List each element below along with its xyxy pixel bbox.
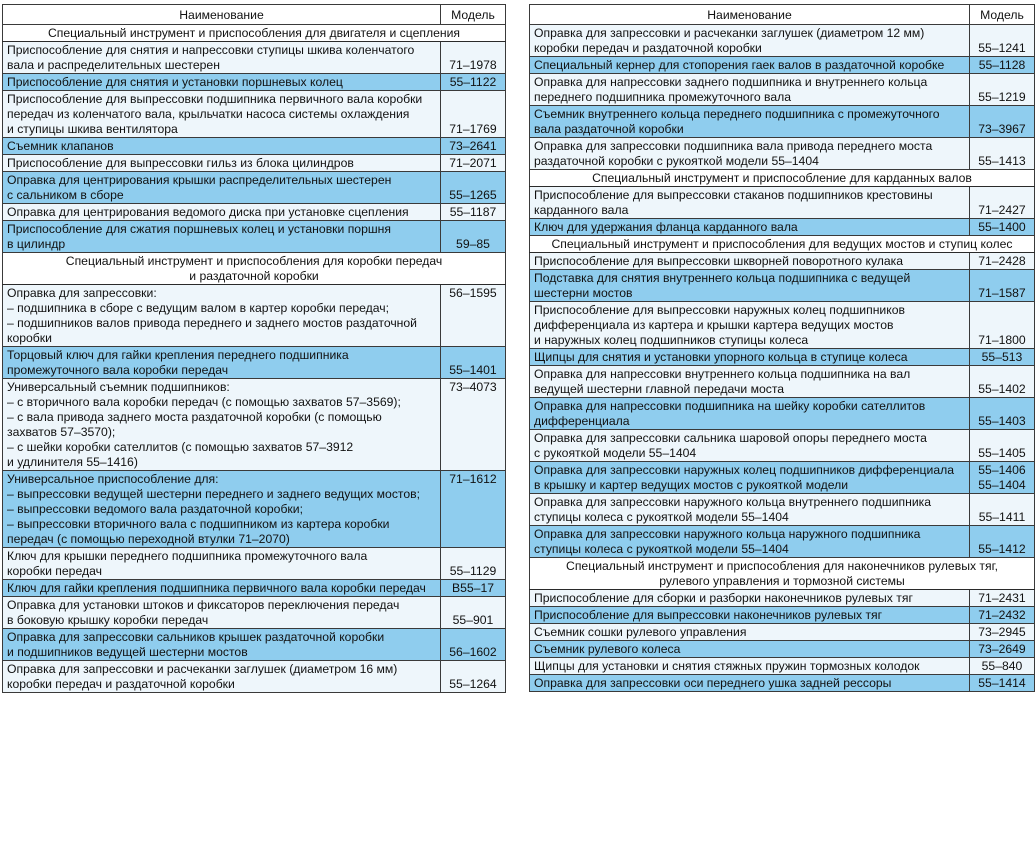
tool-name-line: ступицы колеса с рукояткой модели 55–1404: [534, 542, 789, 556]
table-row: [530, 302, 1035, 349]
tool-model-value: 71–1587: [978, 286, 1026, 300]
tool-name-line: и подшипников ведущей шестерни мостов: [7, 645, 248, 659]
tool-model: [441, 285, 506, 347]
tool-model: [441, 204, 506, 221]
tool-model-value: 55–1402: [978, 382, 1026, 396]
tool-name-line: Оправка для напрессовки заднего подшипника и внутреннего кольца: [534, 75, 928, 89]
tool-model: [970, 57, 1035, 74]
header-row: [530, 5, 1035, 25]
section-title-line: и раздаточной коробки: [189, 269, 319, 283]
tool-name-line: Приспособление для выпрессовки шкворней поворотного кулака: [534, 254, 904, 268]
table-row: [3, 74, 506, 91]
tool-name: [530, 641, 970, 658]
tools-table-left: [2, 4, 506, 693]
table-row: [530, 187, 1035, 219]
table-row: [3, 580, 506, 597]
section-row: [530, 558, 1035, 590]
tool-name-line: Съемник внутреннего кольца переднего подшипника с промежуточного: [534, 107, 940, 121]
table-row: [3, 138, 506, 155]
tool-model-value: 55–1187: [449, 205, 497, 219]
table-row: [530, 219, 1035, 236]
tool-model-value: 55–1219: [978, 90, 1026, 104]
tool-name-line: Приспособление для снятия и установки поршневых колец: [7, 75, 343, 89]
tool-name-line: Ключ для крышки переднего подшипника промежуточного вала: [7, 549, 368, 563]
tool-name: [3, 42, 441, 74]
tool-model-value: 55–901: [452, 613, 494, 627]
table-row: [530, 641, 1035, 658]
tool-name: [3, 580, 441, 597]
tool-name-line: Оправка для центрирования крышки распределительных шестерен: [7, 173, 392, 187]
tool-name: [530, 25, 970, 57]
tool-name-line: Оправка для напрессовки внутреннего кольца подшипника на вал: [534, 367, 911, 381]
table-row: [3, 285, 506, 347]
tool-model-value: 71–1978: [449, 58, 497, 72]
tool-name: [530, 658, 970, 675]
table-row: [530, 430, 1035, 462]
tool-name-line: Оправка для запрессовки сальника шаровой опоры переднего моста: [534, 431, 927, 445]
tool-name-line: переднего подшипника промежуточного вала: [534, 90, 792, 104]
table-row: [3, 172, 506, 204]
table-row: [530, 138, 1035, 170]
tool-name-line: в цилиндр: [7, 237, 66, 251]
section-row: [530, 170, 1035, 187]
tool-name-line: Ключ для гайки крепления подшипника первичного вала коробки передач: [7, 581, 426, 595]
table-row: [3, 629, 506, 661]
tool-name-line: ведущей шестерни главной передачи моста: [534, 382, 785, 396]
tool-model-value: 55–1401: [449, 363, 497, 377]
section-row: [3, 25, 506, 42]
tool-name-line: Оправка для запрессовки и расчеканки заглушек (диаметром 12 мм): [534, 26, 925, 40]
header-model: Модель: [970, 5, 1035, 25]
tool-name-line: Съемник рулевого колеса: [534, 642, 681, 656]
tool-name: [3, 204, 441, 221]
tool-model-value: 56–1595: [449, 286, 497, 300]
tool-model: [441, 155, 506, 172]
section-title: [3, 253, 506, 285]
tool-model-value: 73–4073: [449, 380, 497, 394]
tool-model-value: 59–85: [456, 237, 490, 251]
section-title-line: Специальный инструмент и приспособления для коробки передач: [65, 254, 443, 268]
tool-model: [970, 607, 1035, 624]
tool-name-line: в боковую крышку коробки передач: [7, 613, 209, 627]
table-row: [530, 366, 1035, 398]
tool-model: [441, 580, 506, 597]
tool-model-value: 73–2641: [449, 139, 497, 153]
table-row: [530, 624, 1035, 641]
table-row: [3, 597, 506, 629]
tool-model: [970, 398, 1035, 430]
table-row: [3, 347, 506, 379]
tool-name-line: дифференциала: [534, 414, 630, 428]
table-row: [530, 253, 1035, 270]
table-row: [530, 658, 1035, 675]
tool-name: [530, 187, 970, 219]
tool-model-value: 56–1602: [449, 645, 497, 659]
tool-name-line: Приспособление для выпрессовки подшипника первичного вала коробки: [7, 92, 423, 106]
tool-name: [3, 91, 441, 138]
tool-name-line: дифференциала из картера и крышки картера ведущих мостов: [534, 318, 894, 332]
tool-model: [441, 629, 506, 661]
tool-name: [530, 430, 970, 462]
tool-model-value: 55–840: [981, 659, 1023, 673]
tool-model: [970, 658, 1035, 675]
tool-name-line: – подшипника в сборе с ведущим валом в картер коробки передач;: [7, 301, 390, 315]
tool-model: [441, 471, 506, 548]
tool-model-value: 71–1612: [449, 472, 497, 486]
tool-name: [3, 471, 441, 548]
tool-name-line: карданного вала: [534, 203, 629, 217]
tool-name-line: ступицы колеса с рукояткой модели 55–1404: [534, 510, 789, 524]
tool-name: [3, 629, 441, 661]
tools-body-left: [3, 25, 506, 693]
tool-name: [3, 138, 441, 155]
tool-name: [3, 74, 441, 91]
tool-name-line: Оправка для запрессовки наружного кольца внутреннего подшипника: [534, 495, 932, 509]
tool-model-value: 55–1404: [978, 478, 1026, 492]
tools-body-right: [530, 25, 1035, 692]
table-row: [530, 607, 1035, 624]
tool-name-line: Приспособление для выпрессовки наружных колец подшипников: [534, 303, 905, 317]
tool-model-value: 55–1400: [978, 220, 1026, 234]
tool-name: [3, 172, 441, 204]
tool-model: [970, 624, 1035, 641]
tool-model: [970, 187, 1035, 219]
table-row: [530, 106, 1035, 138]
table-row: [530, 398, 1035, 430]
tool-name-line: Съемник сошки рулевого управления: [534, 625, 747, 639]
tool-name-line: – подшипников валов привода переднего и заднего мостов раздаточной: [7, 316, 417, 330]
tool-model-value: 73–2945: [978, 625, 1026, 639]
tool-model-value: 73–2649: [978, 642, 1026, 656]
tool-name-line: вала раздаточной коробки: [534, 122, 684, 136]
tool-name-line: – выпрессовки вторичного вала с подшипником из картера коробки: [7, 517, 390, 531]
tool-name-line: коробки передач: [7, 564, 102, 578]
tool-name: [3, 548, 441, 580]
tool-model: [970, 74, 1035, 106]
tool-name: [530, 57, 970, 74]
tool-model: [441, 597, 506, 629]
tool-name: [3, 597, 441, 629]
tool-name-line: Щипцы для снятия и установки упорного кольца в ступице колеса: [534, 350, 908, 364]
tool-model-value: 55–1264: [449, 677, 497, 691]
header-name: Наименование: [3, 5, 441, 25]
section-title: [530, 236, 1035, 253]
tool-name: [530, 462, 970, 494]
tool-name-line: захватов 57–3570);: [7, 425, 116, 439]
tool-name-line: – с вторичного вала коробки передач (с помощью захватов 57–3569);: [7, 395, 401, 409]
header-name: Наименование: [530, 5, 970, 25]
tool-model: [970, 349, 1035, 366]
tool-name-line: шестерни мостов: [534, 286, 633, 300]
tool-model-value: 55–1128: [978, 58, 1026, 72]
tool-name-line: Специальный кернер для стопорения гаек валов в раздаточной коробке: [534, 58, 945, 72]
tool-model: [970, 106, 1035, 138]
tool-model-value: 71–2071: [449, 156, 497, 170]
tool-model-value: 55–1403: [978, 414, 1026, 428]
tool-name-line: коробки передач и раздаточной коробки: [7, 677, 235, 691]
tool-model-value: 55–513: [981, 350, 1023, 364]
section-row: [3, 253, 506, 285]
tool-name: [530, 366, 970, 398]
tool-name-line: Подставка для снятия внутреннего кольца подшипника с ведущей: [534, 271, 911, 285]
table-row: [3, 471, 506, 548]
section-row: [530, 236, 1035, 253]
tool-name-line: Приспособление для выпрессовки стаканов подшипников крестовины: [534, 188, 933, 202]
tool-model: [441, 379, 506, 471]
tool-name-line: Приспособление для сжатия поршневых колец и установки поршня: [7, 222, 391, 236]
tool-model: [970, 138, 1035, 170]
tool-model: [970, 366, 1035, 398]
tool-name-line: Оправка для запрессовки подшипника вала привода переднего моста: [534, 139, 933, 153]
table-row: [3, 221, 506, 253]
tool-name: [530, 526, 970, 558]
table-row: [530, 590, 1035, 607]
tool-model: [441, 661, 506, 693]
tool-name: [530, 74, 970, 106]
tool-model: [441, 347, 506, 379]
tool-model: [970, 462, 1035, 494]
tool-name-line: Ключ для удержания фланца карданного вала: [534, 220, 798, 234]
tool-name-line: в крышку и картер ведущих мостов с рукояткой модели: [534, 478, 849, 492]
tool-name-line: Приспособление для выпрессовки гильз из блока цилиндров: [7, 156, 354, 170]
tool-name: [530, 624, 970, 641]
tool-model: [970, 641, 1035, 658]
tool-name-line: раздаточной коробки с рукояткой модели 55–1404: [534, 154, 819, 168]
tool-name-line: и удлинителя 55–1416): [7, 455, 138, 469]
tool-name-line: Оправка для запрессовки и расчеканки заглушек (диаметром 16 мм): [7, 662, 398, 676]
table-row: [3, 91, 506, 138]
table-row: [530, 675, 1035, 692]
section-title-line: Специальный инструмент и приспособления для ведущих мостов и ступиц колес: [551, 237, 1013, 251]
tool-name-line: передач (с помощью переходной втулки 71–2070): [7, 532, 290, 546]
tool-model-value: 55–1412: [978, 542, 1026, 556]
tool-name-line: промежуточного вала коробки передач: [7, 363, 229, 377]
tool-model-value: 55–1241: [978, 41, 1026, 55]
table-row: [530, 462, 1035, 494]
table-row: [530, 25, 1035, 57]
tool-name: [530, 253, 970, 270]
table-row: [530, 57, 1035, 74]
tool-model-value: 55–1129: [449, 564, 497, 578]
tool-name-line: – выпрессовки ведущей шестерни переднего и заднего ведущих мостов;: [7, 487, 420, 501]
tool-model: [970, 219, 1035, 236]
tool-name-line: – с вала привода заднего моста раздаточной коробки (с помощью: [7, 410, 382, 424]
tool-name: [530, 219, 970, 236]
tool-model-value: 71–2427: [978, 203, 1026, 217]
tool-name: [3, 379, 441, 471]
tool-model: [441, 91, 506, 138]
tool-name-line: Оправка для запрессовки наружных колец подшипников дифференциала: [534, 463, 954, 477]
tool-name: [530, 106, 970, 138]
tool-model-value: 55–1265: [449, 188, 497, 202]
tool-name-line: Приспособление для снятия и напрессовки ступицы шкива коленчатого: [7, 43, 415, 57]
tool-model: [441, 138, 506, 155]
tool-name: [530, 398, 970, 430]
tool-name-line: и ступицы шкива вентилятора: [7, 122, 178, 136]
table-row: [3, 548, 506, 580]
tool-model: [441, 74, 506, 91]
tool-name: [530, 138, 970, 170]
tool-name: [530, 675, 970, 692]
tool-name-line: Оправка для запрессовки сальников крышек раздаточной коробки: [7, 630, 385, 644]
tool-model-value: 55–1405: [978, 446, 1026, 460]
section-title-line: Специальный инструмент и приспособления для двигателя и сцепления: [47, 26, 460, 40]
tool-model-value: 71–2431: [978, 591, 1026, 605]
tool-name-line: Приспособление для выпрессовки наконечников рулевых тяг: [534, 608, 883, 622]
section-title-line: Специальный инструмент и приспособление для карданных валов: [592, 171, 972, 185]
tool-name: [3, 347, 441, 379]
section-title-line: Специальный инструмент и приспособления для наконечников рулевых тяг,: [566, 559, 998, 573]
tool-model-value: 73–3967: [978, 122, 1026, 136]
tool-name-line: Оправка для установки штоков и фиксаторов переключения передач: [7, 598, 400, 612]
table-row: [3, 379, 506, 471]
tool-name: [3, 155, 441, 172]
tool-name-line: с рукояткой модели 55–1404: [534, 446, 697, 460]
tool-name-line: Универсальный съемник подшипников:: [7, 380, 230, 394]
tool-model: [970, 675, 1035, 692]
tool-model: [970, 590, 1035, 607]
tool-model: [970, 494, 1035, 526]
tool-model-value: 71–2428: [978, 254, 1026, 268]
tool-name-line: Торцовый ключ для гайки крепления переднего подшипника: [7, 348, 349, 362]
tool-model-value: 71–2432: [978, 608, 1026, 622]
tool-name-line: Оправка для центрирования ведомого диска при установке сцепления: [7, 205, 409, 219]
table-row: [3, 661, 506, 693]
table-row: [3, 42, 506, 74]
tool-name-line: Приспособление для сборки и разборки наконечников рулевых тяг: [534, 591, 913, 605]
tool-name-line: Оправка для запрессовки наружного кольца наружного подшипника: [534, 527, 921, 541]
tool-name-line: коробки передач и раздаточной коробки: [534, 41, 762, 55]
tool-model: [970, 302, 1035, 349]
table-row: [530, 526, 1035, 558]
tool-model-value: 55–1122: [449, 75, 497, 89]
table-row: [530, 494, 1035, 526]
header-model: Модель: [441, 5, 506, 25]
tool-name: [3, 285, 441, 347]
tool-model: [441, 221, 506, 253]
tool-model-value: 55–1413: [978, 154, 1026, 168]
tool-name-line: и наружных колец подшипников ступицы колеса: [534, 333, 809, 347]
tool-name: [530, 590, 970, 607]
tool-model: [441, 42, 506, 74]
tool-name-line: Съемник клапанов: [7, 139, 114, 153]
tool-name: [530, 302, 970, 349]
tool-model: [970, 25, 1035, 57]
tool-name: [3, 661, 441, 693]
table-row: [530, 74, 1035, 106]
tool-model: [970, 253, 1035, 270]
table-row: [3, 155, 506, 172]
tool-name-line: с сальником в сборе: [7, 188, 124, 202]
tool-model: [441, 548, 506, 580]
tool-model: [441, 172, 506, 204]
section-title-line: рулевого управления и тормозной системы: [659, 574, 905, 588]
tool-name: [530, 494, 970, 526]
tool-model: [970, 430, 1035, 462]
tool-name: [530, 607, 970, 624]
tool-name: [530, 349, 970, 366]
tool-name-line: – с шейки коробки сателлитов (с помощью захватов 57–3912: [7, 440, 354, 454]
tool-model-value: 71–1800: [978, 333, 1026, 347]
table-row: [3, 204, 506, 221]
section-title: [530, 558, 1035, 590]
tool-name-line: Оправка для запрессовки:: [7, 286, 157, 300]
tool-model: [970, 526, 1035, 558]
tool-name-line: Оправка для напрессовки подшипника на шейку коробки сателлитов: [534, 399, 926, 413]
tool-name-line: Щипцы для установки и снятия стяжных пружин тормозных колодок: [534, 659, 920, 673]
tool-model-value: 71–1769: [449, 122, 497, 136]
tool-model-value: 55–1406: [978, 463, 1026, 477]
header-row: [3, 5, 506, 25]
section-title: [530, 170, 1035, 187]
tools-table-right: [529, 4, 1035, 692]
table-row: [530, 349, 1035, 366]
tool-name: [3, 221, 441, 253]
tool-name-line: – выпрессовки ведомого вала раздаточной коробки;: [7, 502, 303, 516]
table-row: [530, 270, 1035, 302]
tool-name-line: Оправка для запрессовки оси переднего ушка задней рессоры: [534, 676, 892, 690]
tool-name-line: вала и распределительных шестерен: [7, 58, 220, 72]
section-title: [3, 25, 506, 42]
tool-name-line: Универсальное приспособление для:: [7, 472, 219, 486]
tool-name-line: передач из коленчатого вала, крыльчатки насоса системы охлаждения: [7, 107, 410, 121]
tool-name-line: коробки: [7, 331, 52, 345]
tool-name: [530, 270, 970, 302]
tool-model-value: 55–1414: [978, 676, 1026, 690]
tool-model: [970, 270, 1035, 302]
tool-model-value: 55–1411: [978, 510, 1026, 524]
tool-model-value: В55–17: [451, 581, 495, 595]
